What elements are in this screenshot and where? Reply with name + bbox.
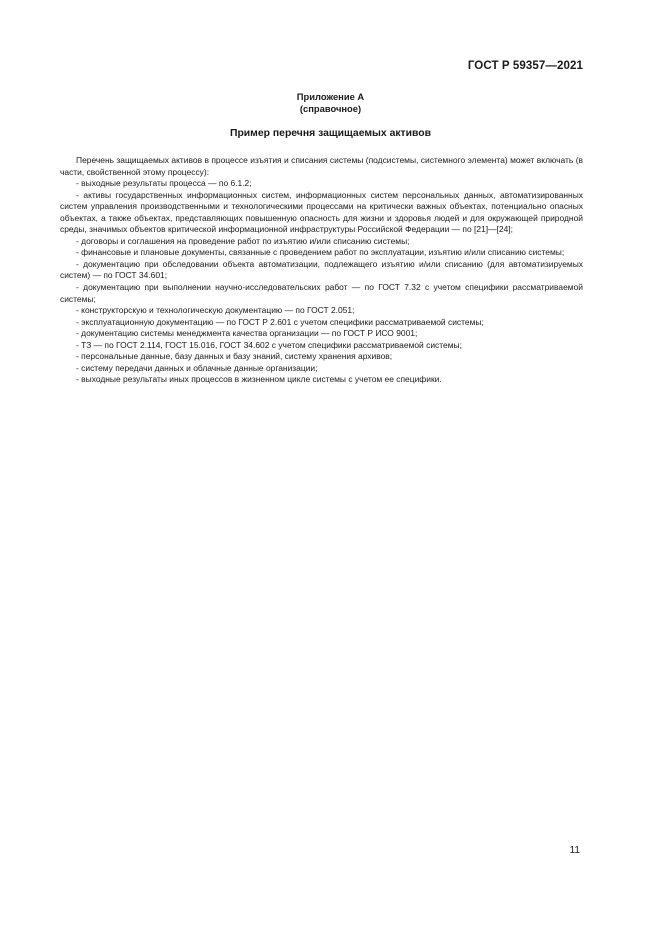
list-item: - систему передачи данных и облачные данные организации; <box>76 362 318 373</box>
list-item: - документацию при выполнении научно-исследовательских работ — по ГОСТ 7.32 с учетом специфики рассматриваемой системы; <box>60 282 583 304</box>
body-text <box>60 155 583 386</box>
list-item: - конструкторскую и технологическую документацию — по ГОСТ 2.051; <box>76 305 355 316</box>
list-item: - активы государственных информационных систем, информационных систем персональных данных, автоматизированных систем управления производственными и технологическими процессами на критически важных объектах, потенциально опасных объектах, а также объектах, представляющих повышенную опасность для жизни и здоровья людей и для окружающей природной среды, значимых объектов критической информационной инфраструктуры Российской Федерации — по [21]—[24]; <box>60 189 583 235</box>
appendix-title: Пример перечня защищаемых активов <box>229 128 432 139</box>
list-item: - персональные данные, базу данных и базу знаний, систему хранения архивов; <box>76 351 393 362</box>
list-item: - выходные результаты иных процессов в жизненном цикле системы с учетом ее специфики. <box>76 374 442 385</box>
appendix-status: (справочное) <box>299 103 362 114</box>
list-item: - выходные результаты процесса — по 6.1.2; <box>76 178 252 189</box>
list-item: - документацию при обследовании объекта автоматизации, подлежащего изъятию и/или списанию (для автоматизируемых систем) — по ГОСТ 34.601; <box>60 258 583 281</box>
appendix-heading <box>0 91 661 115</box>
list-item: - ТЗ — по ГОСТ 2.114, ГОСТ 15.016, ГОСТ 34.602 с учетом специфики рассматриваемой системы; <box>76 339 462 350</box>
list-item: - финансовые и плановые документы, связанные с проведением работ по эксплуатации, изъятию и/или списанию системы; <box>76 247 565 258</box>
appendix-label: Приложение А <box>296 91 365 102</box>
list-item: - документацию системы менеджмента качества организации — по ГОСТ Р ИСО 9001; <box>76 328 418 339</box>
list-item: - эксплуатационную документацию — по ГОСТ Р 2.601 с учетом специфики рассматриваемой системы; <box>76 316 484 327</box>
intro-paragraph: Перечень защищаемых активов в процессе изъятия и списания системы (подсистемы, системного элемента) может включать (в части, свойственной этому процессу): <box>60 155 583 177</box>
page-number: 11 <box>569 845 580 856</box>
document-code: ГОСТ Р 59357—2021 <box>467 60 583 72</box>
list-item: - договоры и соглашения на проведение работ по изъятию и/или списанию системы; <box>76 235 410 246</box>
